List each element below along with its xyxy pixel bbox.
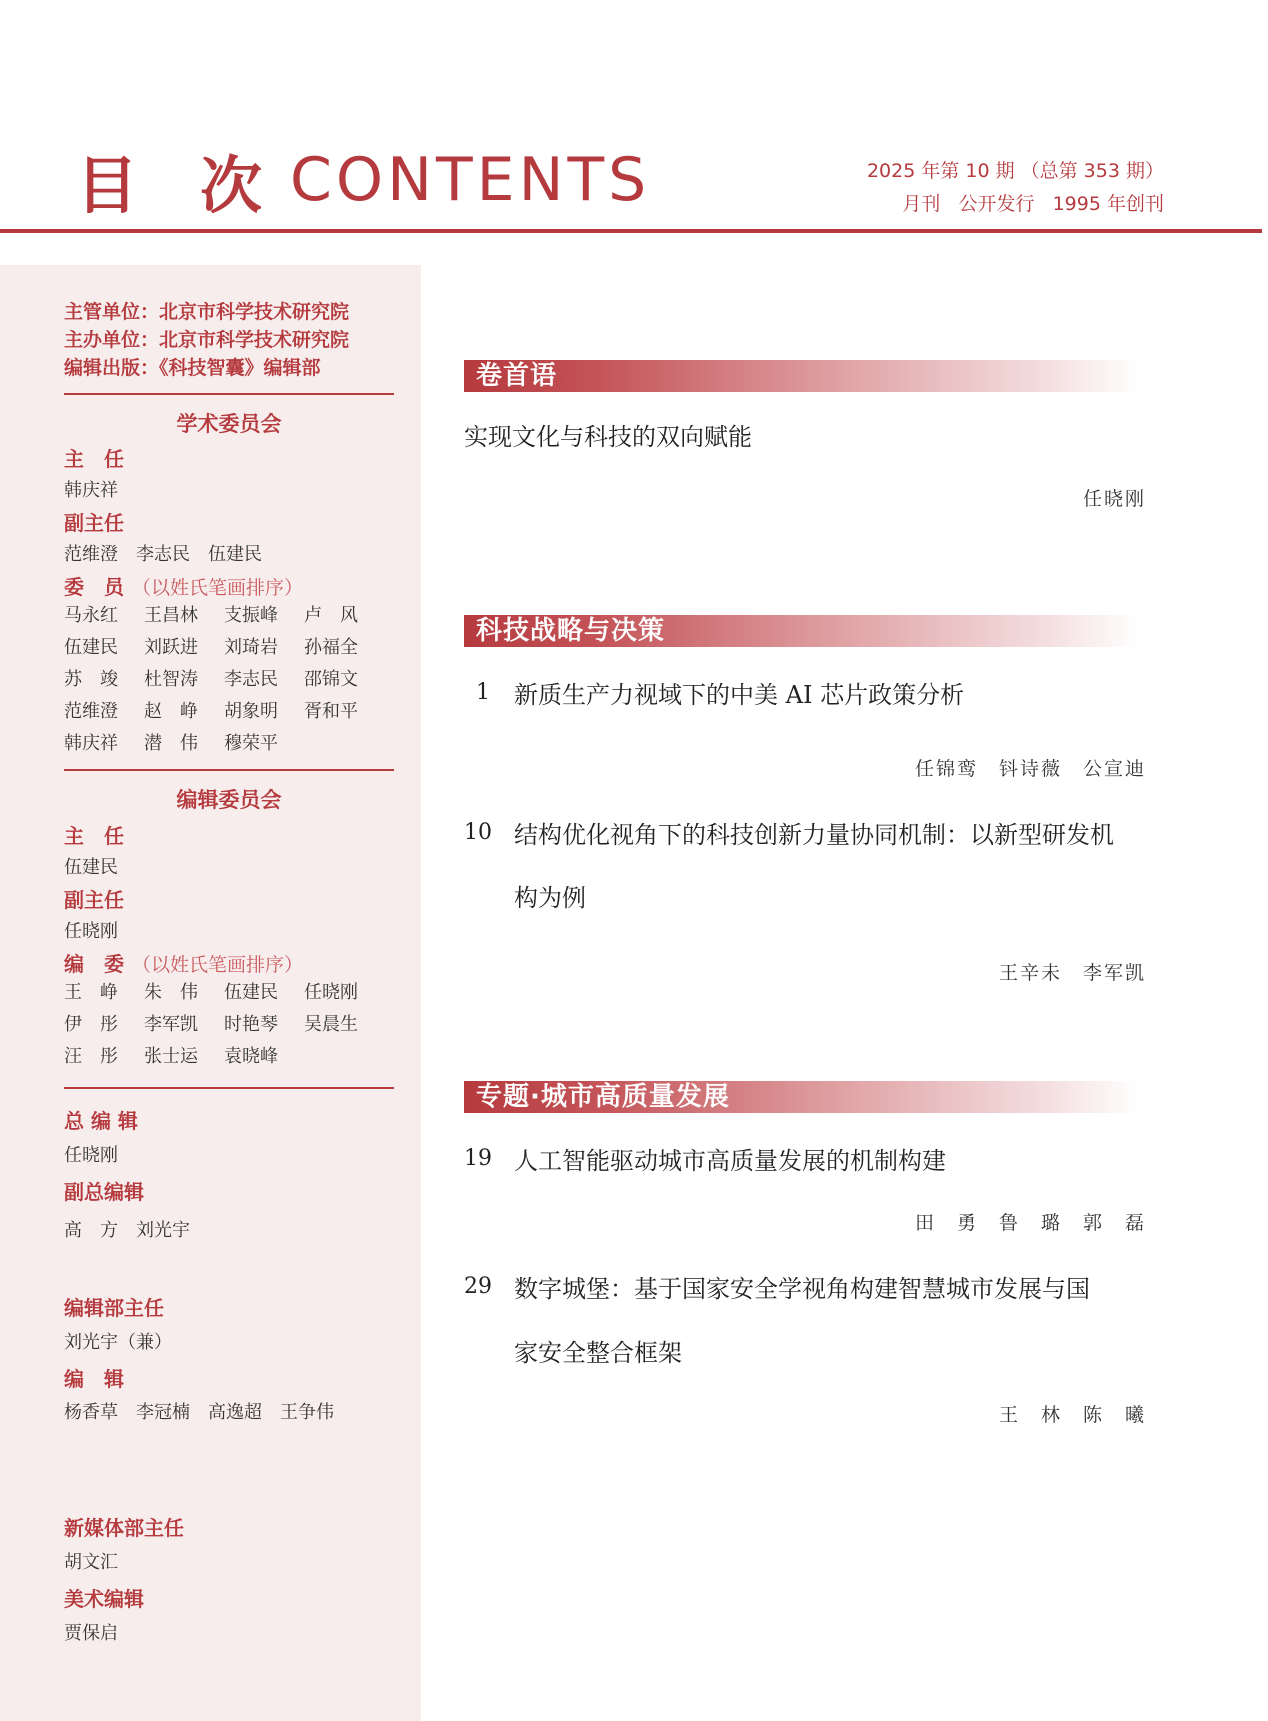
member: 邵锦文 xyxy=(304,669,358,690)
publisher-info xyxy=(64,298,349,382)
member xyxy=(304,1043,384,1070)
member: 赵 峥 xyxy=(144,701,198,722)
member: 吴晨生 xyxy=(304,1014,358,1035)
section-header xyxy=(464,1081,1140,1113)
section-title: 卷首语 xyxy=(476,361,558,391)
article-title[interactable]: 新质生产力视域下的中美 AI 芯片政策分析 xyxy=(514,681,965,709)
academic-vice-label: 副主任 xyxy=(64,511,124,535)
member: 韩庆祥 xyxy=(64,733,118,754)
article-authors: 王 林 陈 曦 xyxy=(998,1404,1146,1426)
article-title-continued[interactable]: 家安全整合框架 xyxy=(514,1339,682,1367)
member: 伍建民 xyxy=(224,982,278,1003)
header-rule xyxy=(0,229,1262,233)
section-title: 专题·城市高质量发展 xyxy=(476,1082,730,1112)
academic-director: 韩庆祥 xyxy=(64,480,118,501)
academic-members xyxy=(64,602,394,757)
members-note: （以姓氏笔画排序） xyxy=(132,954,304,976)
new-media-label: 新媒体部主任 xyxy=(64,1516,184,1540)
editorial-director-label: 主 任 xyxy=(64,824,124,848)
article-authors: 任锦鸾 钭诗薇 公宣迪 xyxy=(914,758,1146,780)
member: 任晓刚 xyxy=(304,982,358,1003)
member: 伊 彤 xyxy=(64,1014,118,1035)
member: 刘琦岩 xyxy=(224,637,278,658)
article-page-number: 10 xyxy=(464,820,492,845)
divider xyxy=(64,393,394,395)
article-authors: 王辛未 李军凯 xyxy=(998,962,1146,984)
members-label: 委 员 xyxy=(64,575,124,599)
member: 胥和平 xyxy=(304,701,358,722)
member: 支振峰 xyxy=(224,605,278,626)
editorial-vice: 任晓刚 xyxy=(64,921,118,942)
title-char-mu: 目 xyxy=(76,148,139,222)
issue-number: 2025 年第 10 期 （总第 353 期） xyxy=(866,160,1164,182)
member: 李军凯 xyxy=(144,1014,198,1035)
supervisor-line: 主管单位：北京市科学技术研究院 xyxy=(64,301,350,323)
editorial-committee-title: 编辑委员会 xyxy=(176,788,282,812)
member: 朱 伟 xyxy=(144,982,198,1003)
member: 穆荣平 xyxy=(224,733,278,754)
member: 王昌林 xyxy=(144,605,198,626)
article-page-number: 19 xyxy=(464,1146,492,1171)
member: 王 峥 xyxy=(64,982,118,1003)
article-authors: 任晓刚 xyxy=(1082,488,1146,510)
new-media-director: 胡文汇 xyxy=(64,1552,118,1573)
members-label: 编 委 xyxy=(64,952,124,976)
member: 时艳琴 xyxy=(224,1014,278,1035)
member: 李志民 xyxy=(224,669,278,690)
article-authors: 田 勇 鲁 璐 郭 磊 xyxy=(914,1212,1146,1234)
editorial-members-label xyxy=(64,948,303,977)
member xyxy=(304,730,384,757)
dept-director-label: 编辑部主任 xyxy=(64,1296,164,1320)
article-title[interactable]: 结构优化视角下的科技创新力量协同机制：以新型研发机 xyxy=(514,821,1114,849)
member: 潜 伟 xyxy=(144,733,198,754)
member: 苏 竣 xyxy=(64,669,118,690)
academic-committee-title: 学术委员会 xyxy=(176,412,282,436)
divider xyxy=(64,769,394,771)
article-title[interactable]: 数字城堡：基于国家安全学视角构建智慧城市发展与国 xyxy=(514,1275,1090,1303)
article-title-continued[interactable]: 构为例 xyxy=(514,884,586,912)
article-page-number: 29 xyxy=(464,1274,492,1299)
chief-editor-label: 总 编 辑 xyxy=(64,1109,138,1133)
editors: 杨香草 李冠楠 高逸超 王争伟 xyxy=(64,1402,334,1423)
member: 马永红 xyxy=(64,605,118,626)
member: 刘跃进 xyxy=(144,637,198,658)
chief-editor: 任晓刚 xyxy=(64,1145,118,1166)
member: 范维澄 xyxy=(64,701,118,722)
publication-info: 月刊 公开发行 1995 年创刊 xyxy=(902,193,1164,215)
member: 卢 风 xyxy=(304,605,358,626)
publisher-line: 编辑出版：《科技智囊》编辑部 xyxy=(64,357,321,379)
masthead-sidebar xyxy=(0,265,421,1721)
section-header xyxy=(464,360,1140,392)
title-english: CONTENTS xyxy=(290,145,651,215)
section-title: 科技战略与决策 xyxy=(476,616,666,646)
title-char-ci: 次 xyxy=(200,148,263,222)
member: 孙福全 xyxy=(304,637,358,658)
member: 汪 彤 xyxy=(64,1046,118,1067)
sponsor-line: 主办单位：北京市科学技术研究院 xyxy=(64,329,350,351)
academic-members-label xyxy=(64,571,303,600)
academic-vice: 范维澄 李志民 伍建民 xyxy=(64,544,262,565)
divider xyxy=(64,1087,394,1089)
article-page-number: 1 xyxy=(476,680,490,705)
art-editor-label: 美术编辑 xyxy=(64,1587,144,1611)
editors-label: 编 辑 xyxy=(64,1367,124,1391)
editorial-members xyxy=(64,979,394,1070)
member: 伍建民 xyxy=(64,637,118,658)
art-editor: 贾保启 xyxy=(64,1623,118,1644)
academic-director-label: 主 任 xyxy=(64,447,124,471)
member: 杜智涛 xyxy=(144,669,198,690)
editorial-director: 伍建民 xyxy=(64,857,118,878)
article-title[interactable]: 人工智能驱动城市高质量发展的机制构建 xyxy=(514,1147,946,1175)
editorial-vice-label: 副主任 xyxy=(64,888,124,912)
member: 袁晓峰 xyxy=(224,1046,278,1067)
members-note: （以姓氏笔画排序） xyxy=(132,577,304,599)
deputy-chief-label: 副总编辑 xyxy=(64,1180,144,1204)
section-header xyxy=(464,615,1140,647)
article-title[interactable]: 实现文化与科技的双向赋能 xyxy=(464,423,752,451)
issue-info xyxy=(867,155,1164,221)
dept-director: 刘光宇（兼） xyxy=(64,1332,172,1353)
deputy-chief: 高 方 刘光宇 xyxy=(64,1220,190,1241)
page-title xyxy=(76,140,650,220)
member: 胡象明 xyxy=(224,701,278,722)
member: 张士运 xyxy=(144,1046,198,1067)
